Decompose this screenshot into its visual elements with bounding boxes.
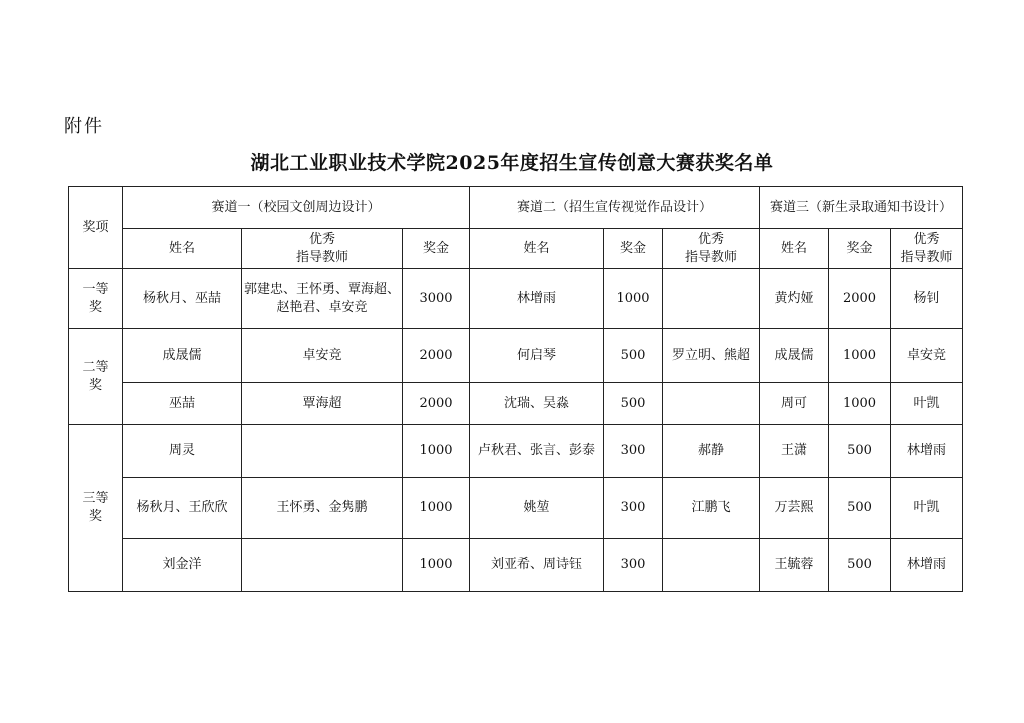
table-row — [69, 269, 963, 329]
t2-prize: 500 — [604, 383, 663, 425]
t1-name: 巫喆 — [123, 383, 242, 425]
t2-prize-header: 奖金 — [604, 229, 663, 269]
track-1-header: 赛道一（校园文创周边设计） — [123, 187, 470, 229]
t2-advisor-header — [663, 229, 760, 269]
t1-name: 杨秋月、王欣欣 — [123, 478, 242, 539]
t2-prize: 300 — [604, 478, 663, 539]
track-3-header: 赛道三（新生录取通知书设计） — [760, 187, 963, 229]
table-row — [69, 478, 963, 539]
table-row — [69, 539, 963, 592]
table-row — [69, 425, 963, 478]
t1-name: 成晟儒 — [123, 329, 242, 383]
t2-name-header: 姓名 — [470, 229, 604, 269]
t1-name: 杨秋月、巫喆 — [123, 269, 242, 329]
t3-advisor: 卓安竞 — [891, 329, 963, 383]
second-prize-label — [69, 329, 123, 425]
t2-prize: 1000 — [604, 269, 663, 329]
t1-prize: 1000 — [403, 478, 470, 539]
t2-advisor: 江鹏飞 — [663, 478, 760, 539]
t2-prize: 300 — [604, 425, 663, 478]
t3-advisor: 叶凯 — [891, 478, 963, 539]
t1-advisor: 卓安竞 — [242, 329, 403, 383]
advisor-header-line1: 优秀 — [308, 231, 335, 247]
t3-prize-header: 奖金 — [829, 229, 891, 269]
t3-name: 王潇 — [760, 425, 829, 478]
t3-name: 成晟儒 — [760, 329, 829, 383]
first-prize-label-a: 一等 — [82, 281, 109, 297]
track-2-header: 赛道二（招生宣传视觉作品设计） — [470, 187, 760, 229]
page-title: 湖北工业职业技术学院2025年度招生宣传创意大赛获奖名单 — [250, 152, 774, 174]
t3-prize: 500 — [829, 478, 891, 539]
t2-name: 沈瑞、吴淼 — [470, 383, 604, 425]
advisor-header-line2: 指导教师 — [295, 249, 348, 265]
t1-name-header: 姓名 — [123, 229, 242, 269]
t3-advisor: 杨钊 — [891, 269, 963, 329]
t2-prize: 500 — [604, 329, 663, 383]
t1-prize: 3000 — [403, 269, 470, 329]
advisor-header-line1: 优秀 — [913, 231, 940, 247]
third-prize-label-b: 奖 — [88, 509, 102, 524]
t1-prize: 2000 — [403, 383, 470, 425]
t1-advisor — [242, 539, 403, 592]
t1-prize: 1000 — [403, 539, 470, 592]
t3-advisor: 林增雨 — [891, 425, 963, 478]
t1-advisor: 覃海超 — [242, 383, 403, 425]
t1-advisor: 王怀勇、金隽鹏 — [242, 478, 403, 539]
table-row — [69, 383, 963, 425]
t1-name: 周灵 — [123, 425, 242, 478]
second-prize-label-a: 二等 — [82, 359, 109, 375]
t3-name: 王毓蓉 — [760, 539, 829, 592]
t1-prize: 1000 — [403, 425, 470, 478]
t3-prize: 500 — [829, 539, 891, 592]
t3-advisor-header — [891, 229, 963, 269]
t3-advisor: 叶凯 — [891, 383, 963, 425]
first-prize-label-b: 奖 — [88, 299, 102, 315]
t3-name: 万芸熙 — [760, 478, 829, 539]
advisor-header-line2: 指导教师 — [900, 249, 953, 265]
t2-name: 林增雨 — [470, 269, 604, 329]
t3-name: 黄灼娅 — [760, 269, 829, 329]
t3-name: 周可 — [760, 383, 829, 425]
t2-name: 卢秋君、张言、彭泰 — [470, 425, 604, 478]
t2-name: 何启琴 — [470, 329, 604, 383]
t1-advisor-header — [242, 229, 403, 269]
t2-name: 姚堃 — [470, 478, 604, 539]
t1-name: 刘金洋 — [123, 539, 242, 592]
attachment-label: 附件 — [64, 116, 104, 137]
t2-advisor — [663, 383, 760, 425]
t3-advisor: 林增雨 — [891, 539, 963, 592]
table-row — [69, 329, 963, 383]
t3-prize: 500 — [829, 425, 891, 478]
t1-advisor — [242, 425, 403, 478]
t1-advisor: 郭建忠、王怀勇、覃海超、赵艳君、卓安竞 — [242, 269, 403, 329]
award-table — [68, 186, 963, 592]
t3-prize: 2000 — [829, 269, 891, 329]
second-prize-label-b: 奖 — [88, 377, 102, 393]
third-prize-label — [69, 425, 123, 592]
t1-prize-header: 奖金 — [403, 229, 470, 269]
column-header-row — [69, 229, 963, 269]
t2-advisor — [663, 269, 760, 329]
t3-prize: 1000 — [829, 329, 891, 383]
t2-name: 刘亚希、周诗钰 — [470, 539, 604, 592]
t3-prize: 1000 — [829, 383, 891, 425]
advisor-header-line2: 指导教师 — [685, 249, 738, 265]
advisor-header-line1: 优秀 — [698, 231, 725, 247]
t2-advisor — [663, 539, 760, 592]
third-prize-label-a: 三等 — [82, 491, 109, 507]
t1-prize: 2000 — [403, 329, 470, 383]
t2-prize: 300 — [604, 539, 663, 592]
first-prize-label — [69, 269, 123, 329]
track-header-row — [69, 187, 963, 229]
t2-advisor: 郝静 — [663, 425, 760, 478]
award-header-cell: 奖项 — [69, 187, 123, 269]
t2-advisor: 罗立明、熊超 — [663, 329, 760, 383]
t3-name-header: 姓名 — [760, 229, 829, 269]
